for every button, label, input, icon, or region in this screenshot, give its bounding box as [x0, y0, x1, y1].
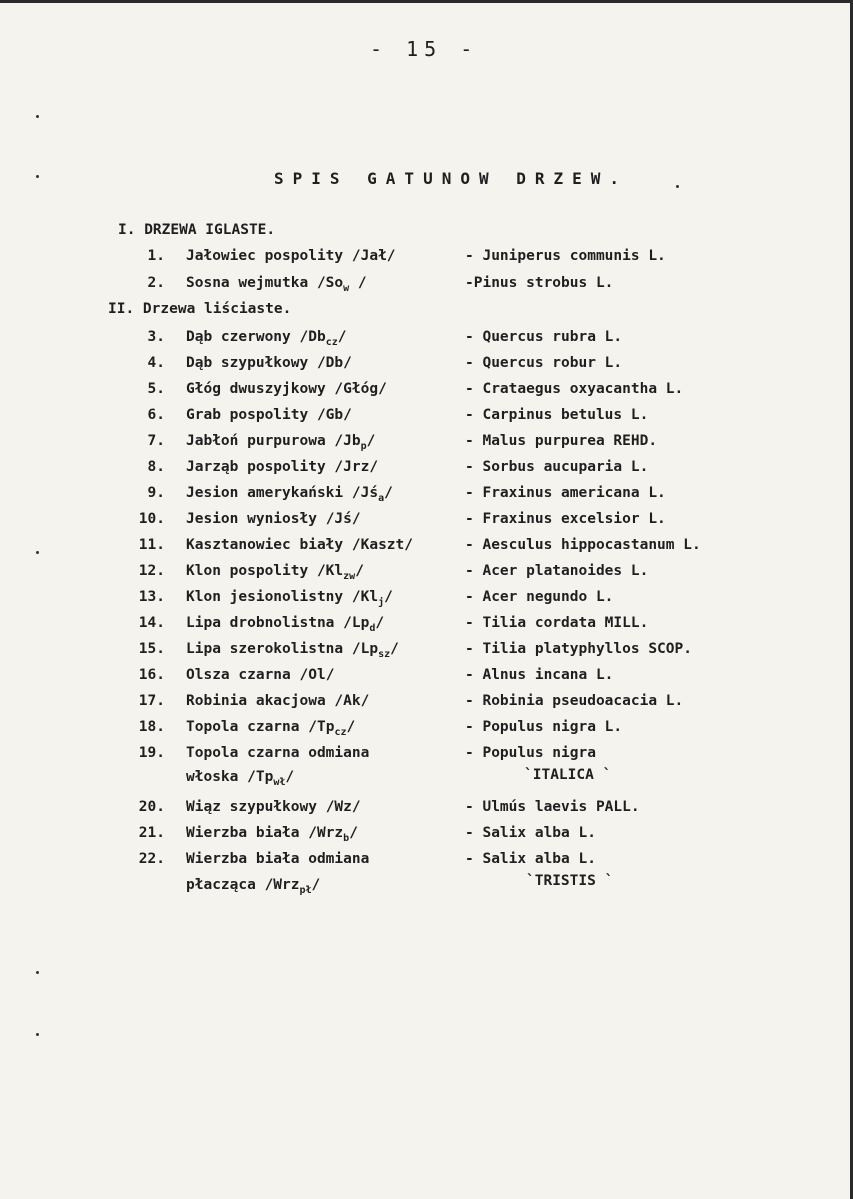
species-number: 12. — [138, 563, 165, 579]
section-heading: II. Drzewa liściaste. — [108, 301, 292, 317]
species-abbreviation: /Jrz/ — [334, 459, 379, 475]
species-continuation: włoska $/Tp_{wł}/$ — [186, 769, 295, 788]
species-number: 16. — [138, 667, 165, 683]
species-number: 14. — [138, 615, 165, 631]
species-latin-name: - Sorbus aucuparia L. — [465, 459, 649, 475]
species-abbreviation: $/Jb_p/$ — [334, 433, 376, 452]
species-polish-name: Głóg dwuszyjkowy /Głóg/ — [186, 381, 387, 397]
species-latin-name: - Alnus incana L. — [465, 667, 614, 683]
species-row — [0, 329, 853, 355]
species-polish-name: Jarząb pospolity /Jrz/ — [186, 459, 379, 475]
species-latin-name: - Acer platanoides L. — [465, 563, 649, 579]
species-abbreviation: $/Lp_d/$ — [343, 615, 385, 634]
species-row — [0, 355, 853, 381]
species-polish-name: Wiąz szypułkowy /Wz/ — [186, 799, 361, 815]
species-polish-name: Jałowiec pospolity /Jał/ — [186, 248, 396, 264]
species-polish-name: Klon jesionolistny $/Kl_j/$ — [186, 589, 393, 608]
species-abbreviation: $/Jś_a/$ — [351, 485, 393, 504]
species-number: 15. — [138, 641, 165, 657]
species-latin-name: - Salix alba L. — [465, 851, 596, 867]
species-polish-name: Jabłoń purpurowa $/Jb_p/$ — [186, 433, 376, 452]
species-row — [0, 825, 853, 851]
species-row — [0, 275, 853, 301]
species-row — [0, 407, 853, 433]
species-abbreviation: $/So_w$ / — [316, 275, 367, 294]
species-latin-name: - Carpinus betulus L. — [465, 407, 649, 423]
species-abbreviation: /Db/ — [316, 355, 352, 371]
species-row — [0, 693, 853, 719]
species-number: 11. — [138, 537, 165, 553]
species-polish-name: Lipa drobnolistna $/Lp_d/$ — [186, 615, 385, 634]
species-abbreviation: $/Kl_j/$ — [351, 589, 393, 608]
species-abbreviation: $/Tp_{cz}/$ — [308, 719, 356, 738]
species-row — [0, 589, 853, 615]
species-number: 19. — [138, 745, 165, 761]
species-row — [0, 511, 853, 537]
species-number: 13. — [138, 589, 165, 605]
page-number: - 15 - — [370, 37, 479, 61]
species-row — [0, 248, 853, 274]
species-row — [0, 485, 853, 511]
species-latin-name: - Robinia pseudoacacia L. — [465, 693, 684, 709]
species-abbreviation: /Wrz$_b$/ — [308, 825, 358, 844]
species-latin-name: - Malus purpurea REHD. — [465, 433, 658, 449]
species-latin-name: - Populus nigra L. — [465, 719, 623, 735]
species-latin-name: -Pinus strobus L. — [465, 275, 614, 291]
section-heading: I. DRZEWA IGLASTE. — [118, 222, 276, 238]
species-number: 6. — [147, 407, 165, 423]
species-abbreviation: /Gb/ — [316, 407, 352, 423]
species-latin-name: - Tilia platyphyllos SCOP. — [465, 641, 692, 657]
species-latin-name: - Crataegus oxyacantha L. — [465, 381, 684, 397]
species-number: 10. — [138, 511, 165, 527]
species-polish-name: Kasztanowiec biały /Kaszt/ — [186, 537, 413, 553]
species-row — [0, 851, 853, 877]
species-polish-name: Dąb szypułkowy /Db/ — [186, 355, 352, 371]
species-latin-name: - Quercus robur L. — [465, 355, 623, 371]
species-polish-name: Grab pospolity /Gb/ — [186, 407, 352, 423]
margin-dot — [36, 971, 39, 974]
species-number: 1. — [147, 248, 165, 264]
species-number: 4. — [147, 355, 165, 371]
species-number: 21. — [138, 825, 165, 841]
page-title: SPIS GATUNOW DRZEW. — [274, 169, 629, 188]
margin-dot — [36, 115, 39, 118]
species-row — [0, 615, 853, 641]
species-polish-name: Lipa szerokolistna $/Lp_{sz}/$ — [186, 641, 399, 660]
species-polish-name: Jesion amerykański $/Jś_a/$ — [186, 485, 393, 504]
species-polish-name: Wierzba biała /Wrz$_b$/ — [186, 825, 358, 844]
species-row — [0, 459, 853, 485]
species-number: 7. — [147, 433, 165, 449]
margin-dot — [36, 1033, 39, 1036]
species-polish-name: Topola czarna odmiana — [186, 745, 370, 761]
species-number: 17. — [138, 693, 165, 709]
species-abbreviation: /Kaszt/ — [351, 537, 413, 553]
species-latin-name: - Aesculus hippocastanum L. — [465, 537, 701, 553]
species-number: 9. — [147, 485, 165, 501]
species-polish-name: Topola czarna $/Tp_{cz}/$ — [186, 719, 356, 738]
species-row — [0, 381, 853, 407]
species-row — [0, 745, 853, 771]
species-polish-name: Robinia akacjowa /Ak/ — [186, 693, 370, 709]
species-row — [0, 667, 853, 693]
species-latin-name: - Fraxinus excelsior L. — [465, 511, 666, 527]
species-latin-name: - Ulmús laevis PALL. — [465, 799, 640, 815]
species-number: 5. — [147, 381, 165, 397]
species-polish-name: Dąb czerwony $/Db_{cz}/$ — [186, 329, 347, 348]
species-latin-name: - Populus nigra — [465, 745, 596, 761]
species-row — [0, 799, 853, 825]
species-abbreviation: /Wz/ — [325, 799, 361, 815]
species-number: 2. — [147, 275, 165, 291]
species-number: 3. — [147, 329, 165, 345]
species-continuation: płacząca /Wrz$_{pł}$/ — [186, 877, 321, 896]
species-latin-name: - Quercus rubra L. — [465, 329, 623, 345]
species-latin-name: - Acer negundo L. — [465, 589, 614, 605]
species-abbreviation: /Ak/ — [334, 693, 370, 709]
species-abbreviation: /Ol/ — [299, 667, 335, 683]
species-abbreviation: /Jał/ — [351, 248, 396, 264]
species-polish-name: Sosna wejmutka $/So_w$ / — [186, 275, 367, 294]
species-polish-name: Klon pospolity $/Kl_{zw}/$ — [186, 563, 364, 582]
species-number: 22. — [138, 851, 165, 867]
species-variety-latin: `ITALICA ` — [524, 767, 612, 783]
species-row — [0, 563, 853, 589]
species-abbreviation: /Jś/ — [325, 511, 361, 527]
species-latin-name: - Fraxinus americana L. — [465, 485, 666, 501]
species-variety-latin: `TRISTIS ` — [526, 873, 614, 889]
species-polish-name: Olsza czarna /Ol/ — [186, 667, 335, 683]
species-polish-name: Wierzba biała odmiana — [186, 851, 370, 867]
species-abbreviation: $/Lp_{sz}/$ — [351, 641, 399, 660]
species-latin-name: - Juniperus communis L. — [465, 248, 666, 264]
species-number: 8. — [147, 459, 165, 475]
species-row — [0, 537, 853, 563]
species-number: 18. — [138, 719, 165, 735]
species-abbreviation: $/Db_{cz}/$ — [299, 329, 347, 348]
species-latin-name: - Tilia cordata MILL. — [465, 615, 649, 631]
species-abbreviation: /Głóg/ — [334, 381, 387, 397]
species-row — [0, 719, 853, 745]
species-polish-name: Jesion wyniosły /Jś/ — [186, 511, 361, 527]
species-row — [0, 641, 853, 667]
margin-dot — [676, 185, 679, 188]
species-abbreviation: $/Kl_{zw}/$ — [316, 563, 364, 582]
species-row — [0, 433, 853, 459]
margin-dot — [36, 175, 39, 178]
species-number: 20. — [138, 799, 165, 815]
species-latin-name: - Salix alba L. — [465, 825, 596, 841]
